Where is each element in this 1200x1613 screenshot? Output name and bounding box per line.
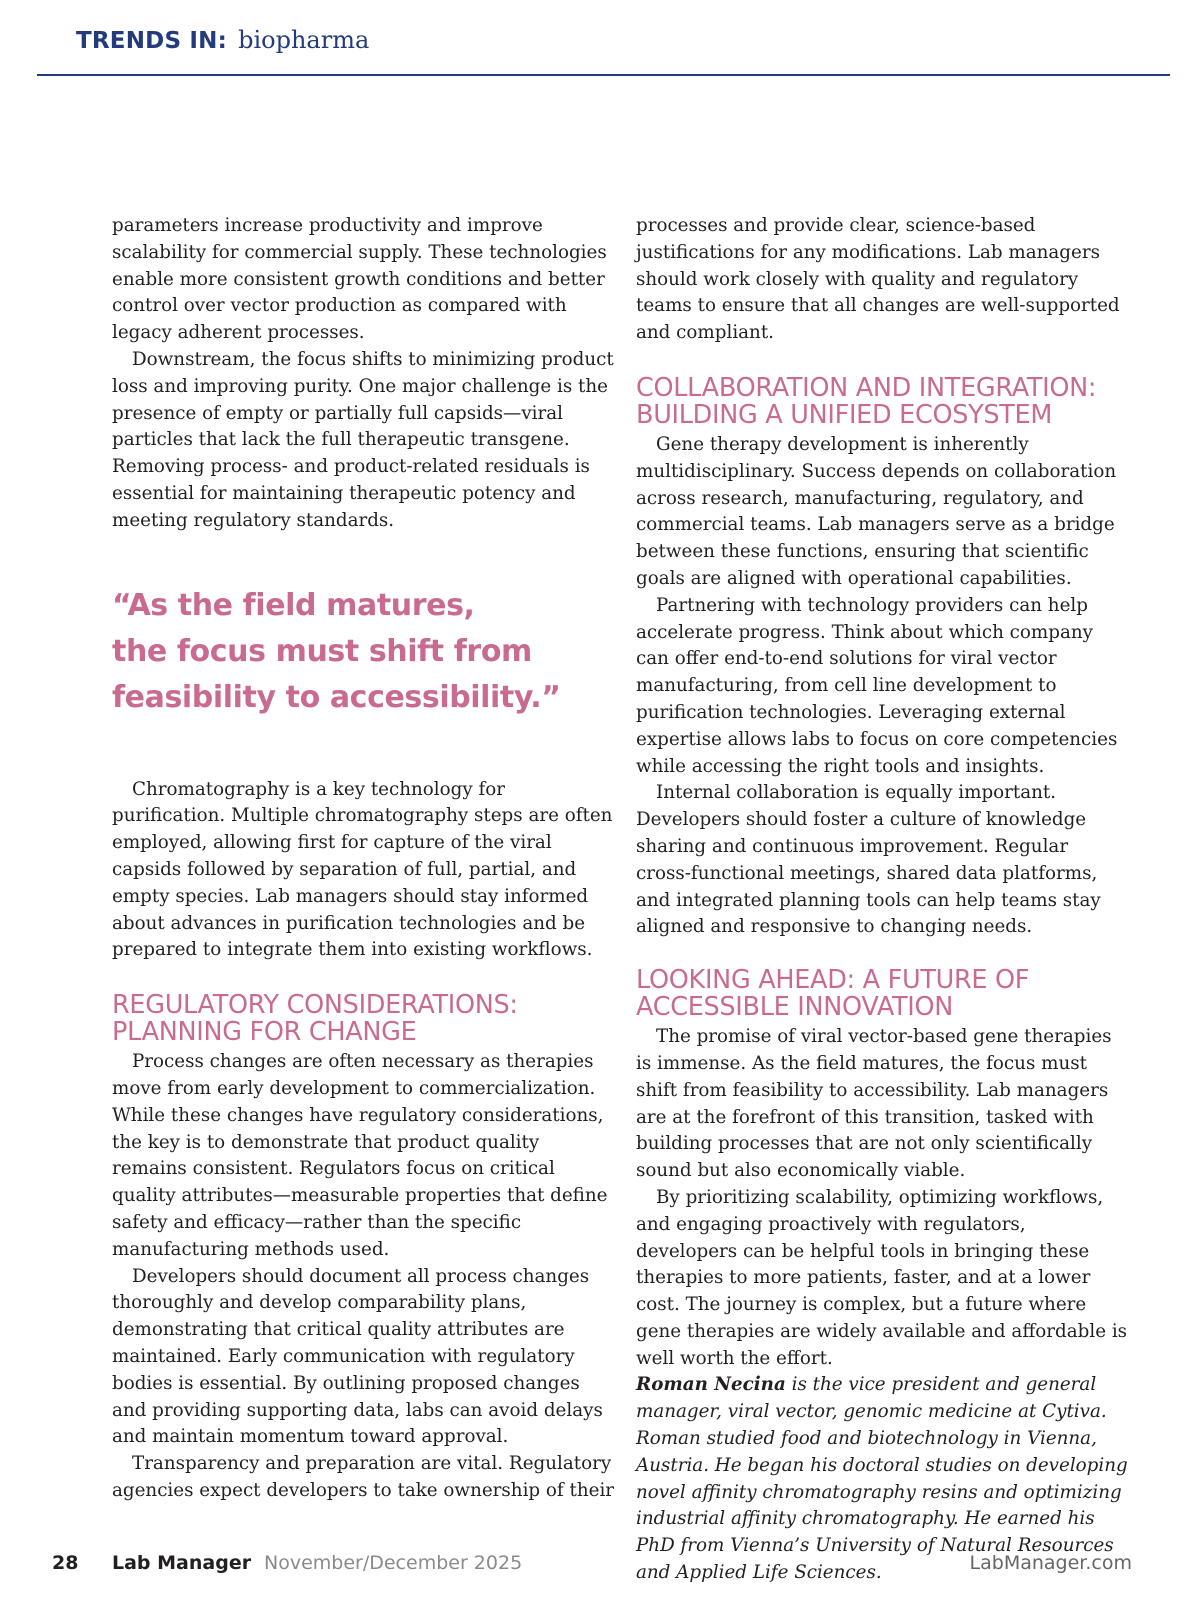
body-paragraph: Transparency and preparation are vital. Regulatory agencies expect developers to take ownership of their [112, 1453, 615, 1501]
body-paragraph: The promise of viral vector-based gene therapies is immense. As the field matures, the focus must shift from feasibility to accessibility. Lab managers are at the forefront of this transition, tasked with building processes that are not only scientifically sound but also economically viable. [636, 1026, 1112, 1182]
heading-line: REGULATORY CONSIDERATIONS: [112, 990, 518, 1021]
body-paragraph: Downstream, the focus shifts to minimizing product loss and improving purity. One major challenge is the presence of empty or partially full capsids—viral particles that lack the full therapeutic transgene. Removing process- and product-related residuals is essential for maintaining therapeutic potency and meeting regulatory standards. [112, 348, 614, 531]
heading-line: BUILDING A UNIFIED ECOSYSTEM [636, 399, 1053, 430]
section-heading-collaboration [636, 372, 1128, 430]
body-paragraph: Chromatography is a key technology for purification. Multiple chromatography steps are often employed, allowing first for capture of the viral capsids followed by separation of full, partial, and empty species. Lab managers should stay informed about advances in purification technologies and be prepared to integrate them into existing workflows. [112, 778, 613, 961]
page-footer [52, 1552, 1132, 1580]
section-heading-looking-ahead [636, 967, 1128, 1021]
page-number: 28 [52, 1552, 79, 1574]
body-paragraph: parameters increase productivity and improve scalability for commercial supply. These technologies enable more consistent growth conditions and better control over vector production as compared with legacy adherent processes. [112, 215, 607, 344]
body-paragraph: Gene therapy development is inherently multidisciplinary. Success depends on collaboration across research, manufacturing, regulatory, and commercial teams. Lab managers serve as a bridge between these functions, ensuring that scientific goals are aligned with operational capabilities. [636, 433, 1117, 589]
heading-line: PLANNING FOR CHANGE [112, 1017, 417, 1048]
heading-line: ACCESSIBLE INNOVATION [636, 992, 954, 1023]
header-divider [37, 74, 1170, 76]
pull-quote [112, 583, 615, 721]
body-paragraph: Internal collaboration is equally important. Developers should foster a culture of knowledge sharing and continuous improvement. Regular cross-functional meetings, shared data platforms, and integrated planning tools can help teams stay aligned and responsive to changing needs. [636, 782, 1101, 938]
magazine-name: Lab Manager [112, 1552, 252, 1574]
website-link[interactable]: LabManager.com [969, 1552, 1132, 1574]
section-label: TRENDS IN: [76, 28, 228, 54]
heading-line: LOOKING AHEAD: A FUTURE OF [636, 965, 1030, 996]
issue-date: November/December 2025 [264, 1552, 523, 1574]
author-bio-text: is the vice president and general manager, viral vector, genomic medicine at Cytiva. Roman studied food and biotechnology in Vienna, Austria. He began his doctoral studies on developing novel affinity chromatography resins and optimizing industrial affinity chromatography. He earned his PhD from Vienna’s University of Natural Resources and Applied Life Sciences. [636, 1374, 1128, 1584]
pull-quote-line: the focus must shift from [112, 633, 532, 669]
running-header [76, 26, 369, 56]
heading-line: COLLABORATION AND INTEGRATION: [636, 372, 1097, 403]
body-paragraph: Process changes are often necessary as therapies move from early development to commercialization. While these changes have regulatory considerations, the key is to demonstrate that product quality remains consistent. Regulators focus on critical quality attributes—measurable properties that define safety and efficacy—rather than the specific manufacturing methods used. [112, 1051, 608, 1260]
pull-quote-line: feasibility to accessibility.” [112, 679, 561, 715]
body-paragraph: By prioritizing scalability, optimizing workflows, and engaging proactively with regulators, developers can be helpful tools in bringing these therapies to more patients, faster, and at a lower cost. The journey is complex, but a future where gene therapies are widely available and affordable is well worth the effort. [636, 1186, 1128, 1369]
right-column [636, 213, 1128, 1587]
section-topic: biopharma [238, 26, 370, 54]
author-name: Roman Necina [636, 1374, 786, 1396]
body-paragraph: Partnering with technology providers can help accelerate progress. Think about which company can offer end-to-end solutions for viral vector manufacturing, from cell line development to purification technologies. Leveraging external expertise allows labs to focus on core competencies while accessing the right tools and insights. [636, 594, 1118, 777]
body-paragraph: Developers should document all process changes thoroughly and develop comparability plans, demonstrating that critical quality attributes are maintained. Early communication with regulatory bodies is essential. By outlining proposed changes and providing supporting data, labs can avoid delays and maintain momentum toward approval. [112, 1265, 603, 1448]
left-column [112, 213, 615, 1505]
section-heading-regulatory [112, 992, 615, 1046]
body-paragraph: processes and provide clear, science-based justifications for any modifications. Lab managers should work closely with quality and regulatory teams to ensure that all changes are well-supported and compliant. [636, 215, 1120, 344]
pull-quote-line: “As the field matures, [112, 587, 475, 623]
